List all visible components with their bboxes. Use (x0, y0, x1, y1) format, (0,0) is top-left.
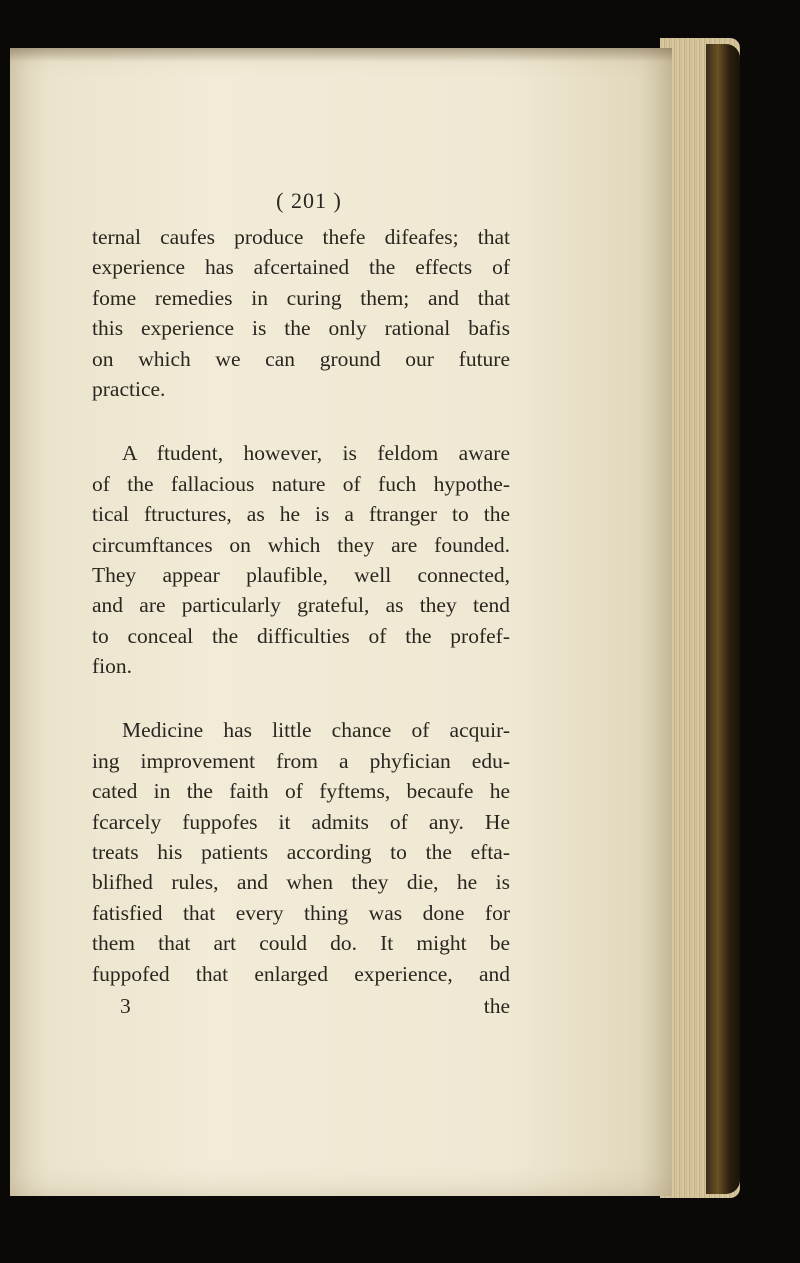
text-line: them that art could do. It might be (92, 931, 510, 956)
signature-mark: 3 (120, 993, 131, 1018)
text-line: blifhed rules, and when they die, he is (92, 870, 510, 895)
book-page (10, 48, 672, 1196)
text-line: experience has afcertained the effects of (92, 255, 510, 280)
paragraph-gap (92, 404, 510, 438)
paragraph-1 (92, 222, 510, 404)
text-line: fion. (92, 654, 133, 679)
page-number: ( 201 ) (276, 188, 342, 213)
paragraph-3 (92, 715, 510, 989)
text-line: treats his patients according to the efta- (92, 840, 510, 865)
catchword: the (483, 993, 510, 1018)
text-line: practice. (92, 376, 166, 401)
book-cover-edge (706, 44, 740, 1194)
text-line: fatisfied that every thing was done for (92, 900, 510, 925)
text-line: fcarcely fuppofes it admits of any. He (92, 809, 510, 834)
text-line: circumftances on which they are founded. (92, 532, 510, 557)
paragraph-gap (92, 681, 510, 715)
text-line: of the fallacious nature of fuch hypothe- (92, 471, 510, 496)
page-shadow (10, 48, 672, 62)
text-line: fuppofed that enlarged experience, and (92, 961, 510, 986)
page-footer (92, 989, 510, 1023)
text-line: to conceal the difficulties of the profef- (92, 623, 510, 648)
text-line: ternal caufes produce thefe difeafes; that (92, 225, 510, 249)
text-line: A ftudent, however, is feldom aware (122, 441, 510, 466)
text-line: cated in the faith of fyftems, becaufe he (92, 779, 510, 804)
paragraph-2 (92, 438, 510, 681)
text-line: fome remedies in curing them; and that (92, 285, 510, 310)
text-line: They appear plaufible, well connected, (92, 562, 510, 587)
text-line: tical ftructures, as he is a ftranger to the (92, 502, 510, 527)
text-line: ing improvement from a phyfician edu- (92, 748, 510, 773)
page-text-block (92, 180, 510, 1023)
text-line: Medicine has little chance of acquir- (122, 718, 510, 743)
text-line: this experience is the only rational bafis (92, 316, 510, 341)
text-line: on which we can ground our future (92, 346, 510, 371)
text-line: and are particularly grateful, as they tend (92, 593, 510, 618)
